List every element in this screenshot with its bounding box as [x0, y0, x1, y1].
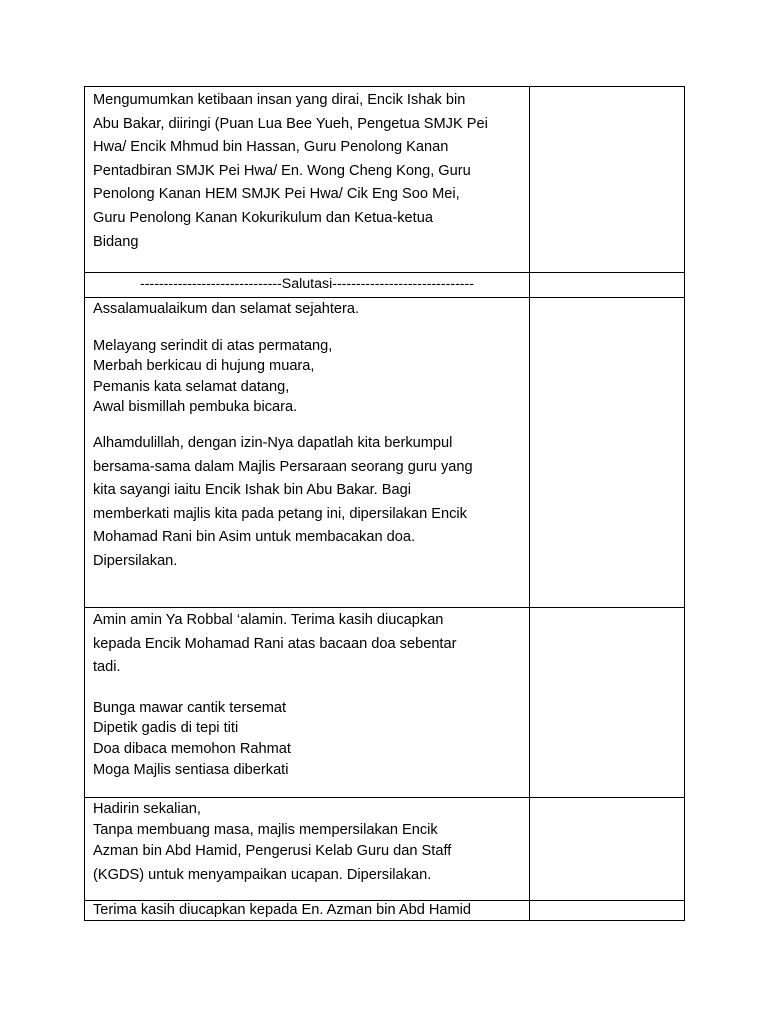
script-line: Hwa/ Encik Mhmud bin Hassan, Guru Penolong Kanan: [93, 139, 449, 156]
table-row: [85, 273, 685, 298]
paragraph-line: Amin amin Ya Robbal ‘alamin. Terima kasih diucapkan: [93, 612, 444, 628]
script-line: Pentadbiran SMJK Pei Hwa/ En. Wong Cheng Kong, Guru: [93, 162, 471, 179]
pantun-line: Merbah berkicau di hujung muara,: [93, 358, 315, 375]
script-cell: [85, 87, 530, 273]
script-line: Mengumumkan ketibaan insan yang dirai, Encik Ishak bin: [93, 92, 466, 108]
paragraph-line: bersama-sama dalam Majlis Persaraan seorang guru yang: [93, 458, 473, 475]
paragraph-line: tadi.: [93, 659, 121, 676]
script-cell: [85, 901, 530, 921]
paragraph-line: Alhamdulillah, dengan izin-Nya dapatlah kita berkumpul: [93, 434, 453, 451]
script-line: Terima kasih diucapkan kepada En. Azman bin Abd Hamid: [93, 902, 472, 918]
pantun-line: Doa dibaca memohon Rahmat: [93, 740, 291, 757]
pantun-line: Bunga mawar cantik tersemat: [93, 699, 287, 716]
pantun-line: Pemanis kata selamat datang,: [93, 378, 290, 395]
paragraph-line: Dipersilakan.: [93, 552, 178, 569]
script-cell: [85, 298, 530, 608]
notes-cell: [530, 298, 685, 608]
script-line: Hadirin sekalian,: [93, 801, 201, 817]
script-cell: [85, 608, 530, 798]
pantun-line: Melayang serindit di atas permatang,: [93, 337, 333, 354]
paragraph-line: kepada Encik Mohamad Rani atas bacaan doa sebentar: [93, 635, 457, 652]
table-row: [85, 298, 685, 608]
paragraph-line: Mohamad Rani bin Asim untuk membacakan doa.: [93, 529, 416, 546]
script-line: Penolong Kanan HEM SMJK Pei Hwa/ Cik Eng Soo Mei,: [93, 186, 460, 203]
script-cell: [85, 798, 530, 901]
script-line: Guru Penolong Kanan Kokurikulum dan Ketua-ketua: [93, 209, 433, 226]
pantun-line: Moga Majlis sentiasa diberkati: [93, 761, 289, 778]
program-script-table: [84, 86, 685, 921]
pantun-line: Dipetik gadis di tepi titi: [93, 720, 239, 737]
salutasi-divider: ------------------------------Salutasi------------------------------: [140, 276, 474, 292]
notes-cell: [530, 87, 685, 273]
pantun-line: Awal bismillah pembuka bicara.: [93, 399, 298, 416]
notes-cell: [530, 798, 685, 901]
greeting-line: Assalamualaikum dan selamat sejahtera.: [93, 301, 360, 317]
script-cell: [85, 273, 530, 298]
table-row: [85, 798, 685, 901]
script-line: Bidang: [93, 233, 139, 250]
notes-cell: [530, 901, 685, 921]
table-row: [85, 87, 685, 273]
script-line: Abu Bakar, diiringi (Puan Lua Bee Yueh, Pengetua SMJK Pei: [93, 115, 488, 132]
paragraph-line: memberkati majlis kita pada petang ini, dipersilakan Encik: [93, 505, 467, 522]
script-line: (KGDS) untuk menyampaikan ucapan. Dipersilakan.: [93, 866, 432, 883]
table-row: [85, 608, 685, 798]
notes-cell: [530, 608, 685, 798]
table-row: [85, 901, 685, 921]
notes-cell: [530, 273, 685, 298]
paragraph-line: kita sayangi iaitu Encik Ishak bin Abu Bakar. Bagi: [93, 482, 412, 499]
script-line: Azman bin Abd Hamid, Pengerusi Kelab Guru dan Staff: [93, 843, 452, 860]
script-line: Tanpa membuang masa, majlis mempersilakan Encik: [93, 821, 438, 838]
